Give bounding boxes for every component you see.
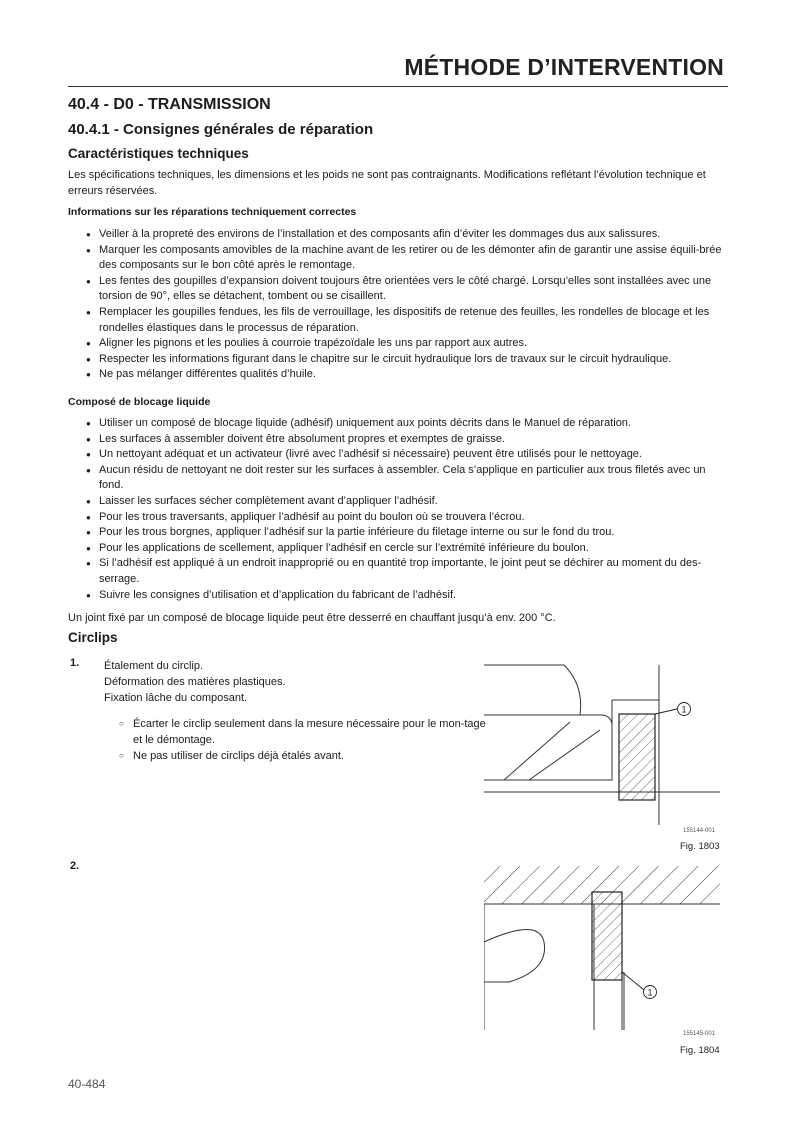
tech-heading: Caractéristiques techniques — [68, 146, 249, 161]
figure-label: Fig. 1803 — [680, 841, 720, 852]
header-divider — [68, 86, 728, 87]
repairs-heading: Informations sur les réparations techniquement correctes — [68, 206, 357, 218]
step-line: Fixation lâche du composant. — [104, 692, 248, 704]
locking-note: Un joint fixé par un composé de blocage liquide peut être desserré en chauffant jusqu’à env. 200 °C. — [68, 612, 556, 624]
repairs-list — [86, 227, 726, 383]
locking-list — [86, 416, 726, 603]
section-title: 40.4 - D0 - TRANSMISSION — [68, 96, 271, 113]
list-item: ● Les surfaces à assembler doivent être absolument propres et exemptes de graisse. — [86, 432, 726, 448]
step-line: Étalement du circlip. — [104, 660, 204, 672]
list-item: ● Remplacer les goupilles fendues, les fils de verrouillage, les dispositifs de retenue des feuilles, les rondelles de blocage et les rondelles élastiques dans le processus de réparation. — [86, 305, 726, 336]
figure-id: 155144-001 — [683, 828, 716, 834]
figure-label: Fig. 1804 — [680, 1045, 720, 1056]
list-item: ● Suivre les consignes d’utilisation et d’application du fabricant de l’adhésif. — [86, 588, 726, 604]
subsection-title: 40.4.1 - Consignes générales de réparation — [68, 121, 374, 138]
step-number: 2. — [70, 860, 80, 872]
list-item: ● Pour les trous borgnes, appliquer l’adhésif sur la partie inférieure du filetage interne ou sur le fond du trou. — [86, 525, 726, 541]
list-item: ● Pour les applications de scellement, appliquer l’adhésif en cercle sur l’extrémité inférieure du boulon. — [86, 541, 726, 557]
tech-intro: Les spécifications techniques, les dimensions et les poids ne sont pas contraignants. Modifications reflétant l’évolution technique et erreurs réservées. — [68, 169, 706, 197]
callout-label: 1 — [647, 987, 653, 998]
list-item: ● Veiller à la propreté des environs de l’installation et des composants afin d’éviter les dommages dus aux salissures. — [86, 227, 726, 243]
page-number: 40-484 — [68, 1077, 106, 1091]
locking-heading: Composé de blocage liquide — [68, 396, 211, 408]
circlips-heading: Circlips — [68, 630, 118, 645]
list-item: ○ Écarter le circlip seulement dans la mesure nécessaire pour le mon-tage et le démontage. — [119, 716, 489, 748]
figure-id: 155145-001 — [683, 1031, 716, 1037]
page-header-title: MÉTHODE D’INTERVENTION — [404, 54, 724, 80]
step1-list — [119, 716, 489, 764]
list-item: ● Ne pas mélanger différentes qualités d’huile. — [86, 367, 726, 383]
list-item: ● Aligner les pignons et les poulies à courroie trapézoïdale les uns par rapport aux autres. — [86, 336, 726, 352]
list-item: ● Si l’adhésif est appliqué à un endroit inapproprié ou en quantité trop importante, le joint peut se déchirer au moment du des-serrage. — [86, 556, 726, 587]
list-item: ● Pour les trous traversants, appliquer l’adhésif au point du boulon où se trouvera l’écrou. — [86, 510, 726, 526]
list-item: ● Marquer les composants amovibles de la machine avant de les retirer ou de les démonter afin de garantir une assise équili-brée des composants sur le bon côté après le remontage. — [86, 243, 726, 274]
list-item: ○ Ne pas utiliser de circlips déjà étalés avant. — [119, 748, 489, 764]
list-item: ● Un nettoyant adéquat et un activateur (livré avec l’adhésif si nécessaire) peuvent être utilisés pour le nettoyage. — [86, 447, 726, 463]
callout-label: 1 — [681, 704, 687, 715]
step1-lines — [104, 658, 286, 706]
list-item: ● Aucun résidu de nettoyant ne doit rester sur les surfaces à assembler. Cela s’applique en particulier aux trous filetés avec un fond. — [86, 463, 726, 494]
figure-1803-drawing — [484, 660, 720, 825]
step-number: 1. — [70, 657, 80, 669]
list-item: ● Laisser les surfaces sécher complètement avant d’appliquer l’adhésif. — [86, 494, 726, 510]
list-item: ● Utiliser un composé de blocage liquide (adhésif) uniquement aux points décrits dans le Manuel de réparation. — [86, 416, 726, 432]
figure-1804-drawing — [484, 862, 720, 1030]
list-item: ● Respecter les informations figurant dans le chapitre sur le circuit hydraulique lors de travaux sur le circuit hydraulique. — [86, 352, 726, 368]
step-line: Déformation des matières plastiques. — [104, 676, 286, 688]
list-item: ● Les fentes des goupilles d’expansion doivent toujours être orientées vers le côté chargé. Lorsqu’elles sont installées avec une torsion de 90°, elles se détachent, tombent ou se cisaillent. — [86, 274, 726, 305]
